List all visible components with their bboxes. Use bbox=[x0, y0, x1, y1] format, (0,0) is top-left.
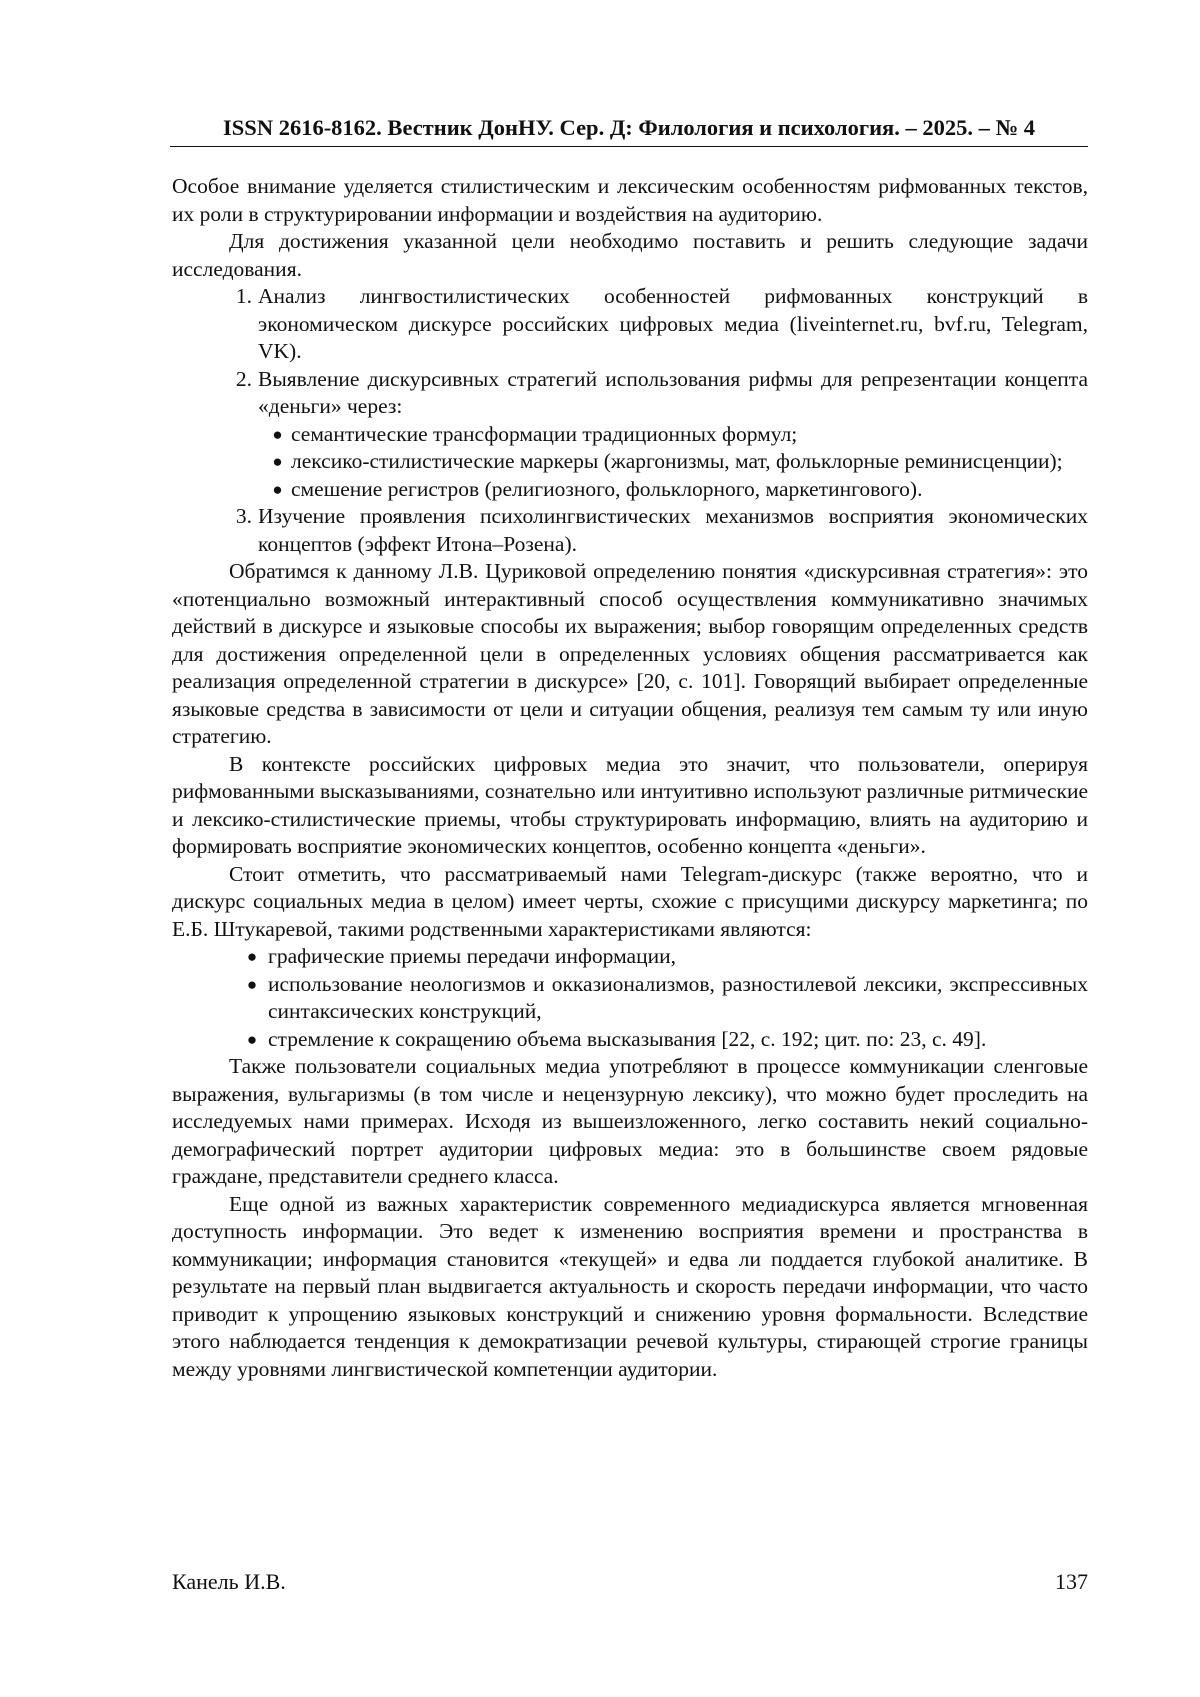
list-number: 2. bbox=[235, 366, 252, 391]
paragraph-accessibility: Еще одной из важных характеристик современного медиадискурса является мгновенная доступность информации. Это ведет к изменению восприятия времени и пространства в коммуникации; информация становится «текущей» и едва ли поддается глубокой аналитике. В результате на первый план выдвигается актуальность и скорость передачи информации, что часто приводит к упрощению языковых конструкций и снижению уровня формальности. Вследствие этого наблюдается тенденция к демократизации речевой культуры, стирающей строгие границы между уровнями лингвистической компетенции аудитории. bbox=[172, 1191, 1088, 1381]
list-item-text: Анализ лингвостилистических особенностей рифмованных конструкций в экономическом дискурсе российских цифровых медиа (liveinternet.ru, bvf.ru, Telegram, VK). bbox=[258, 284, 1088, 363]
list-number: 1. bbox=[235, 284, 252, 308]
bullet-item bbox=[236, 971, 1088, 1026]
bullet-text: стремление к сокращению объема высказывания [22, с. 192; цит. по: 23, с. 49]. bbox=[268, 1026, 987, 1051]
bullet-icon: ● bbox=[272, 424, 283, 444]
bullet-text: лексико-стилистические маркеры (жаргонизмы, мат, фольклорные реминисценции); bbox=[291, 449, 1063, 473]
article-body bbox=[172, 173, 1088, 1383]
paragraph-telegram-discourse: Стоит отметить, что рассматриваемый нами Telegram-дискурс (также вероятно, что и дискурс социальных медиа в целом) имеет черты, схожие с присущими дискурсу маркетинга; по Е.Б. Штукаревой, такими родственными характеристиками являются: bbox=[172, 861, 1088, 941]
bullet-text: семантические трансформации традиционных формул; bbox=[291, 421, 798, 446]
bullet-item bbox=[236, 943, 1088, 971]
task-list bbox=[172, 283, 1088, 558]
footer-author: Канель И.В. bbox=[172, 1569, 286, 1594]
bullet-text: графические приемы передачи информации, bbox=[268, 944, 676, 968]
list-item-text: Изучение проявления психолингвистических механизмов восприятия экономических концептов (эффект Итона–Розена). bbox=[258, 504, 1088, 556]
paragraph-audience: Также пользователи социальных медиа употребляют в процессе коммуникации сленговые выражения, вульгаризмы (в том числе и нецензурную лексику), что можно будет проследить на исследуемых нами примерах. Исходя из вышеизложенного, легко составить некий социально-демографический портрет аудитории цифровых медиа: это в большинстве своем рядовые граждане, представители среднего класса. bbox=[172, 1054, 1088, 1188]
list-item bbox=[172, 503, 1088, 558]
feature-list bbox=[236, 943, 1088, 1053]
bullet-text: смешение регистров (религиозного, фольклорного, маркетингового). bbox=[291, 476, 923, 501]
bullet-icon: ● bbox=[246, 1029, 258, 1049]
bullet-item bbox=[264, 448, 1088, 476]
task-sub-list bbox=[264, 421, 1088, 504]
bullet-item bbox=[236, 1026, 1088, 1054]
bullet-icon: ● bbox=[272, 452, 283, 471]
paragraph-tasks-intro: Для достижения указанной цели необходимо поставить и решить следующие задачи исследования. bbox=[172, 229, 1088, 281]
bullet-text: использование неологизмов и окказионализмов, разностилевой лексики, экспрессивных синтаксических конструкций, bbox=[268, 971, 1088, 1023]
paragraph-digital-media: В контексте российских цифровых медиа это значит, что пользователи, оперируя рифмованными высказываниями, сознательно или интуитивно используют различные ритмические и лексико-стилистические приемы, чтобы структурировать информацию, влиять на аудиторию и формировать восприятие экономических концептов, особенно концепта «деньги». bbox=[172, 751, 1088, 858]
paragraph-intro: Особое внимание уделяется стилистическим и лексическим особенностям рифмованных текстов, их роли в структурировании информации и воздействия на аудиторию. bbox=[172, 174, 1088, 226]
page-number: 137 bbox=[1055, 1569, 1088, 1594]
bullet-icon: ● bbox=[246, 947, 258, 966]
list-item bbox=[172, 283, 1088, 366]
paragraph-strategy-definition: Обратимся к данному Л.В. Цуриковой определению понятия «дискурсивная стратегия»: это «потенциально возможный интерактивный способ осуществления коммуникативно значимых действий в дискурсе и языковые способы их выражения; выбор говорящим определенных средств для достижения определенной цели в определенных условиях общения рассматривается как реализация определенной стратегии в дискурсе» [20, с. 101]. Говорящий выбирает определенные языковые средства в зависимости от цели и ситуации общения, реализуя тем самым ту или иную стратегию. bbox=[172, 559, 1088, 748]
bullet-item bbox=[264, 421, 1088, 449]
bullet-icon: ● bbox=[246, 974, 258, 994]
page-footer bbox=[172, 1568, 1088, 1596]
list-number: 3. bbox=[235, 504, 252, 528]
list-item-text: Выявление дискурсивных стратегий использования рифмы для репрезентации концепта «деньги» через: bbox=[258, 366, 1088, 418]
list-item bbox=[172, 366, 1088, 421]
bullet-icon: ● bbox=[272, 479, 283, 499]
bullet-item bbox=[264, 476, 1088, 504]
journal-header: ISSN 2616-8162. Вестник ДонНУ. Сер. Д: Филология и психология. – 2025. – № 4 bbox=[170, 114, 1088, 147]
